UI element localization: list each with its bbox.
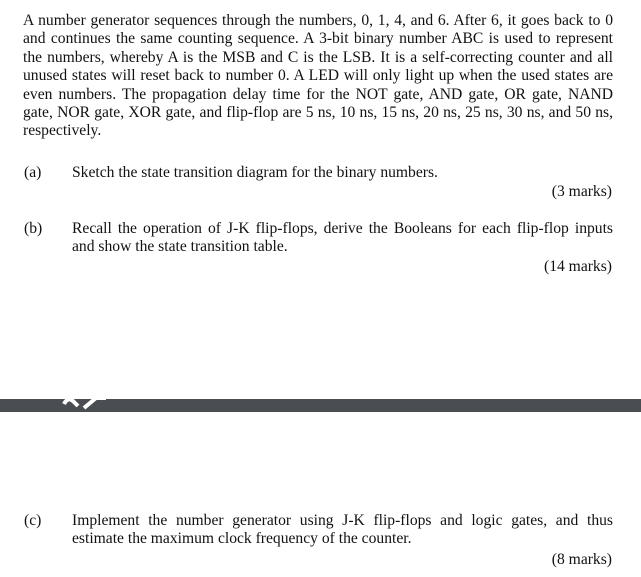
question-c-marks: (8 marks) [551, 551, 612, 568]
question-c-text: Implement the number generator using J-K flip-flops and logic gates, and thus estimate the maximum clock frequency of the counter. [72, 512, 613, 548]
divider-ink-fragment [62, 394, 112, 412]
question-a-marks: (3 marks) [551, 183, 612, 200]
question-a-label: (a) [24, 164, 42, 181]
question-a-text: Sketch the state transition diagram for the binary numbers. [72, 164, 438, 181]
question-b-text: Recall the operation of J-K flip-flops, derive the Booleans for each flip-flop inputs and show the state transition table. [72, 220, 613, 256]
problem-statement: A number generator sequences through the numbers, 0, 1, 4, and 6. After 6, it goes back to 0 and continues the same counting sequence. A 3-bit binary number ABC is used to represent the numbers, whereby A is the MSB and C is the LSB. It is a self-correcting counter and all unused states will reset back to number 0. A LED will only light up when the used states are even numbers. The propagation delay time for the NOT gate, AND gate, OR gate, NAND gate, NOR gate, XOR gate, and flip-flop are 5 ns, 10 ns, 15 ns, 20 ns, 25 ns, 30 ns, and 50 ns, respectively. [23, 12, 613, 140]
question-b-marks: (14 marks) [544, 258, 612, 275]
question-c-label: (c) [24, 512, 42, 529]
question-b-label: (b) [24, 220, 43, 237]
